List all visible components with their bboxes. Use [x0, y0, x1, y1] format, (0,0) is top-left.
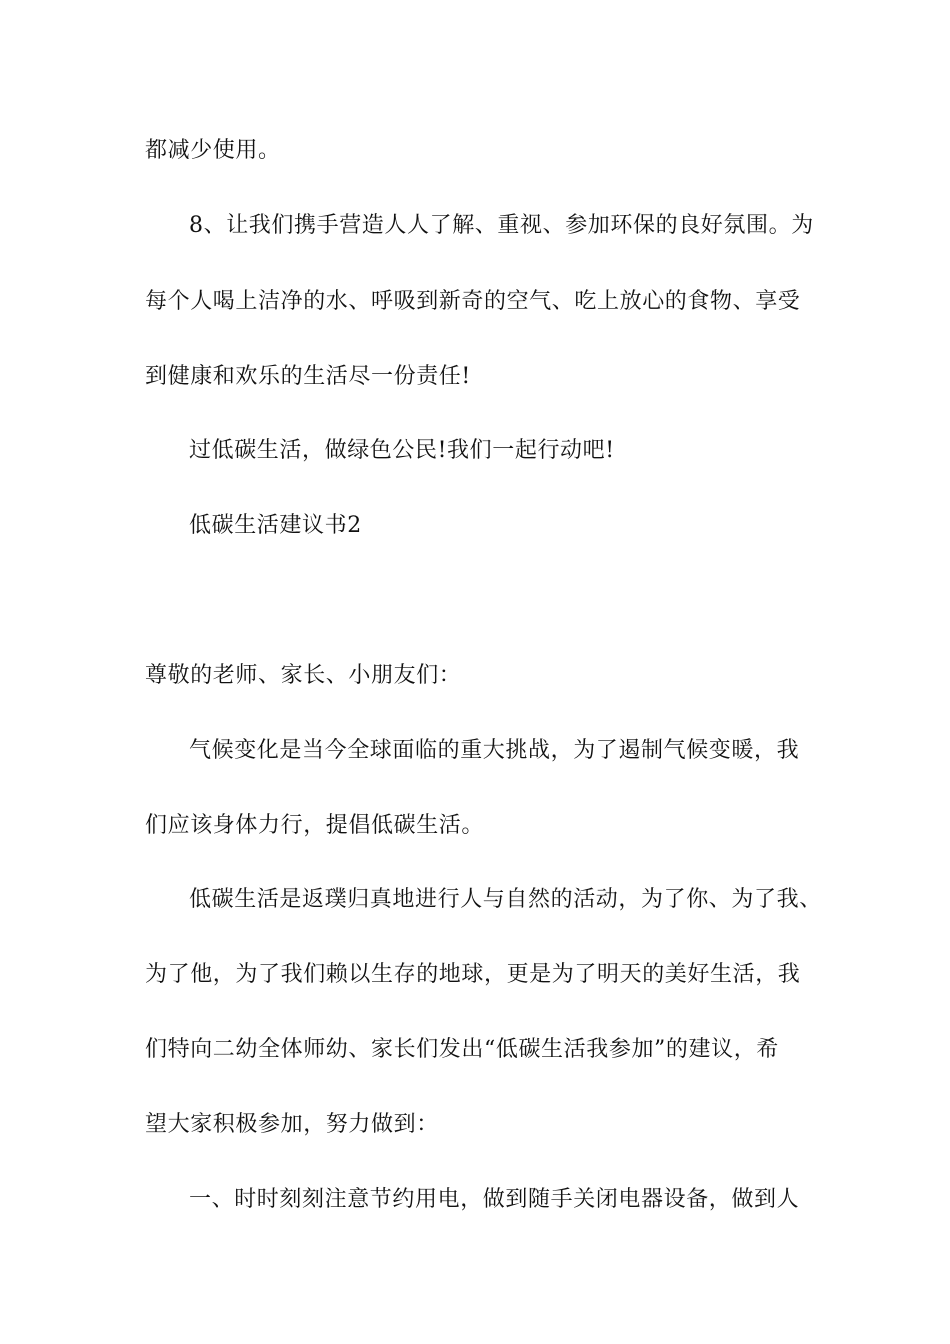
text-line: 过低碳生活，做绿色公民!我们一起行动吧! — [189, 438, 615, 463]
text-line: 每个人喝上洁净的水、呼吸到新奇的空气、吃上放心的食物、享受 — [145, 289, 801, 314]
text-line: 们特向二幼全体师幼、家长们发出“低碳生活我参加”的建议，希 — [145, 1037, 779, 1062]
text-line: 为了他，为了我们赖以生存的地球，更是为了明天的美好生活，我 — [145, 962, 801, 987]
text-line: 一、时时刻刻注意节约用电，做到随手关闭电器设备，做到人 — [189, 1187, 800, 1212]
text-line: 气候变化是当今全球面临的重大挑战，为了遏制气候变暖，我 — [189, 738, 800, 763]
text-line: 们应该身体力行，提倡低碳生活。 — [145, 813, 485, 838]
text-line: 到健康和欢乐的生活尽一份责任! — [145, 364, 471, 389]
text-line: 低碳生活是返璞归真地进行人与自然的活动，为了你、为了我、 — [189, 887, 822, 912]
text-line: 8、让我们携手营造人人了解、重视、参加环保的良好氛围。为 — [189, 213, 814, 238]
section-title: 低碳生活建议书2 — [189, 513, 362, 538]
text-line: 都减少使用。 — [145, 138, 281, 163]
text-line: 望大家积极参加，努力做到： — [145, 1112, 439, 1137]
salutation: 尊敬的老师、家长、小朋友们： — [145, 663, 462, 688]
